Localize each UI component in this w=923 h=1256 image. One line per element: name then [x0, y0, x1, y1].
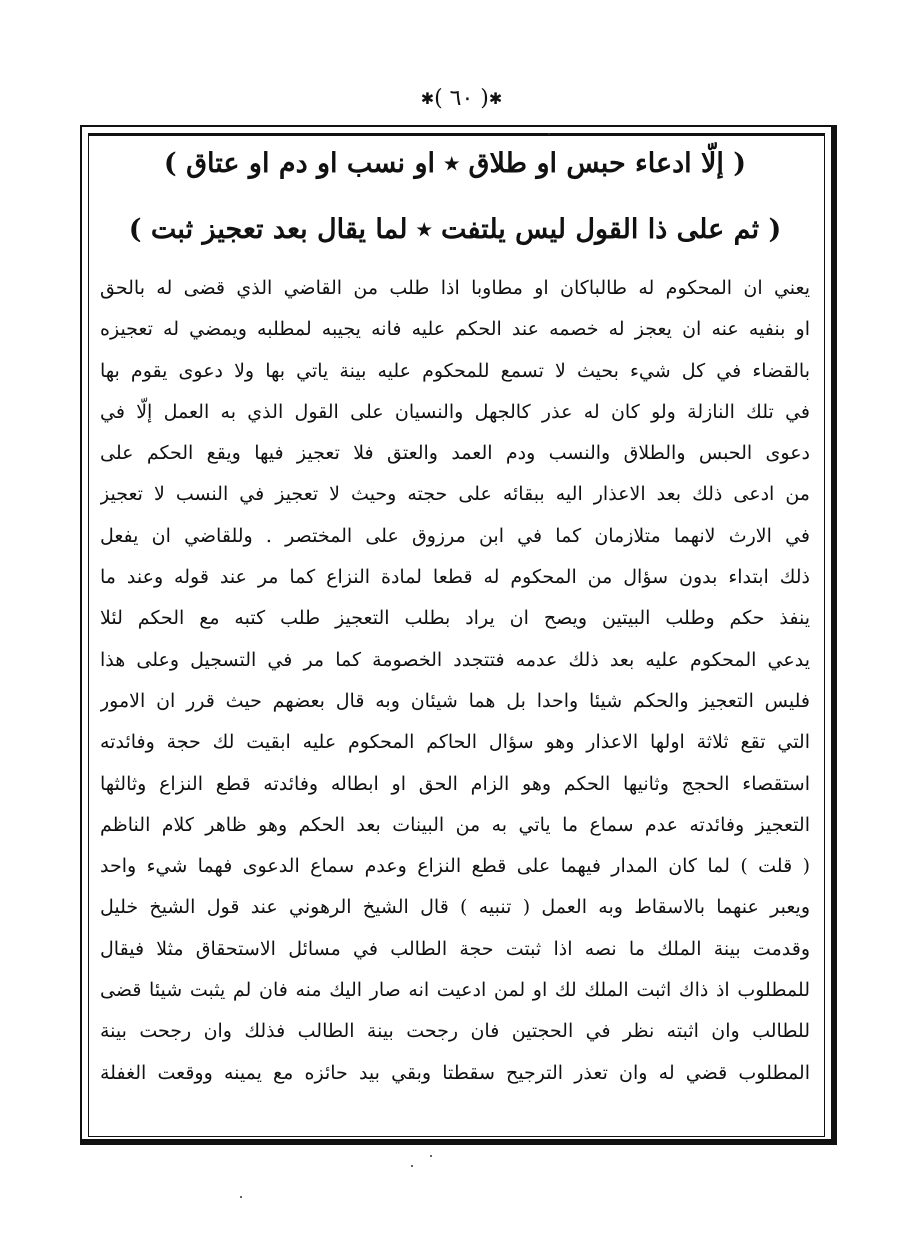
text-line: يدعي المحكوم عليه بعد ذلك عدمه فتتجدد الخصومة كما مر في التسجيل وعلى هذا [100, 648, 810, 671]
text-line: بالقضاء في كل شيء بحيث لا تسمع للمحكوم عليه بينة ياتي بها ولا دعوى يقوم بها [100, 359, 810, 382]
text-line: للمطلوب اذ ذاك اثبت الملك لك او لمن ادعيت انه صار اليك منه فان لم يثبت شيئا قضى [100, 979, 810, 1002]
text-line: للطالب وان اثبته نظر في الحجتين فان رجحت بينة الطالب فذلك وان رجحت بينة [100, 1020, 810, 1043]
text-line: وقدمت بينة الملك ما نصه اذا ثبتت حجة الطالب في مسائل الاستحقاق مثلا فيقال [100, 937, 810, 960]
verse-line-2: ( ثم على ذا القول ليس يلتفت ٭ لما يقال بعد تعجيز ثبت ) [128, 214, 782, 245]
text-line: التعجيز وفائدته عدم سماع ما ياتي به من البينات بعد الحكم وهو ظاهر كلام الناظم [100, 813, 810, 836]
commentary-text [100, 268, 810, 1094]
text-line: في تلك النازلة ولو كان له عذر كالجهل والنسيان على القول الذي به العمل إلّا في [100, 400, 810, 423]
text-line: في الارث لانهما متلازمان كما في ابن مرزوق على المختصر . وللقاضي ان يفعل [100, 524, 810, 547]
text-line: او بنفيه عنه ان يعجز له خصمه عند الحكم عليه فانه يجيبه لمطلبه ويمضي له تعجيزه [100, 318, 810, 341]
text-line: ذلك ابتداء بدون سؤال من المحكوم له قطعا لمادة النزاع كما مر عند قوله وعند ما [100, 566, 810, 589]
text-line: يعني ان المحكوم له طالباكان او مطاوبا اذا طلب من القاضي الذي قضى له بالحق [100, 277, 810, 299]
ornament-star-icon: ✱ [420, 89, 435, 108]
scan-speck [430, 1155, 432, 1157]
page-number-value: ٦٠ [449, 86, 474, 111]
text-line: من ادعى ذلك بعد الاعذار اليه ببقائه على حجته وحيث لا تعجيز في النسب لا تعجيز [100, 483, 810, 506]
text-line: ( قلت ) لما كان المدار فيهما على قطع النزاع وعدم سماع الدعوى فهما شيء واحد [100, 855, 810, 878]
text-line: استقصاء الحجج وثانيها الحكم وهو الزام الحق او ابطاله وفائدته قطع النزاع وثالثها [100, 772, 810, 795]
scan-speck [548, 133, 550, 135]
text-line: فليس التعجيز والحكم شيئا واحدا بل هما شيئان وبه قال بعضهم حيث قرر ان الامور [100, 689, 810, 712]
scan-speck [240, 1196, 242, 1198]
page-number: ✱( ٦٠ )✱ [420, 86, 503, 111]
text-line: التي تقع ثلاثة اولها الاعذار وهو سؤال الحاكم المحكوم عليه ابقيت لك حجة وفائدته [100, 731, 810, 754]
scan-speck [411, 1165, 413, 1167]
text-line: دعوى الحبس والطلاق والنسب ودم العمد والعتق فلا تعجيز فيها ويقع الحكم على [100, 442, 810, 465]
text-line: ويعبر عنهما بالاسقاط وبه العمل ( تنبيه ) قال الشيخ الرهوني عند قول الشيخ خليل [100, 896, 810, 919]
ornament-star-icon: ✱ [488, 89, 503, 108]
verse-line-1: ( إلّا ادعاء حبس او طلاق ٭ او نسب او دم او عتاق ) [163, 148, 747, 179]
text-line: المطلوب قضي له وان تعذر الترجيح سقطتا وبقي بيد حائزه مع يمينه ووقعت الغفلة [100, 1061, 810, 1084]
text-line: ينفذ حكم وطلب البيتين ويصح ان يراد بطلب التعجيز طلب كتبه مع الحكم لئلا [100, 607, 810, 630]
